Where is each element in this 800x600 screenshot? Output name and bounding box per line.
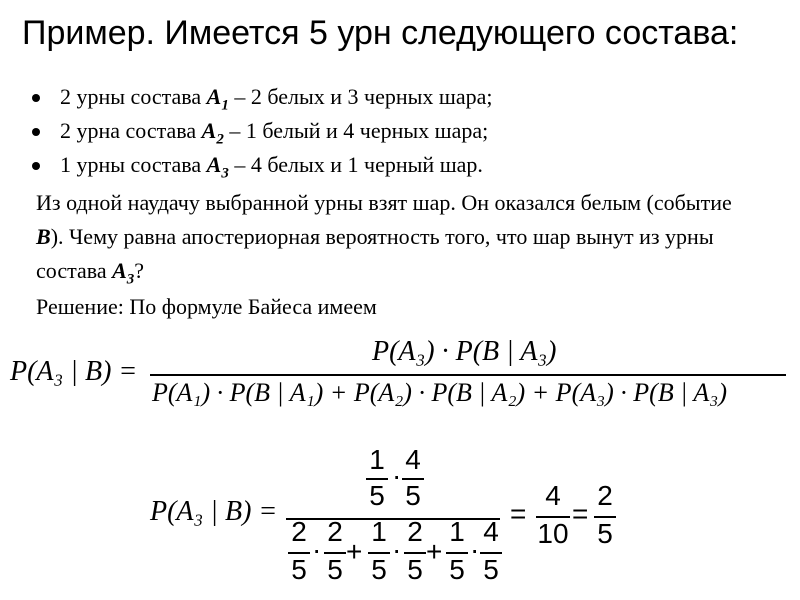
frac-num: 2 xyxy=(291,516,307,547)
frac-num: 2 xyxy=(407,516,423,547)
plus-op: + xyxy=(426,536,443,567)
urn-list xyxy=(30,80,493,182)
frac-num: 4 xyxy=(405,444,421,475)
solution-intro: Решение: По формуле Байеса имеем xyxy=(36,294,377,319)
frac-den: 5 xyxy=(407,554,423,585)
frac-den: 5 xyxy=(597,518,613,549)
frac-den: 5 xyxy=(449,554,465,585)
formula1-denominator: P(A₁) · P(B | A₁) + P(A₂) · P(B | A₂) + P(A₃) · P(B | A₃) xyxy=(152,378,727,407)
plus-op: + xyxy=(346,536,363,567)
equals-op: = xyxy=(572,498,589,529)
frac-den: 5 xyxy=(483,554,499,585)
frac-num: 1 xyxy=(371,516,387,547)
list-item: 1 урны состава $A_3 - 4$ белых и 1 черный шар. xyxy=(30,148,493,182)
formula1-fraction-bar xyxy=(150,374,786,376)
list-item: 2 урны состава $A_1 - 2$ белых и 3 черных шара; xyxy=(30,80,493,114)
list-item: 2 урна состава $A_2 - 1$ белый и 4 черных шара; xyxy=(30,114,493,148)
frac-den: 5 xyxy=(405,480,421,511)
frac-den: 5 xyxy=(369,480,385,511)
dot-op: · xyxy=(392,460,402,491)
frac-den: 5 xyxy=(327,554,343,585)
formula1-numerator: P(A₃) · P(B | A₃) xyxy=(372,336,557,367)
slide-title: Пример. Имеется 5 урн следующего состава: xyxy=(22,14,739,52)
frac-num: 2 xyxy=(327,516,343,547)
frac-num: 4 xyxy=(545,480,561,511)
formula1-lhs: P(A₃ | B) = xyxy=(10,356,138,387)
equals-op: = xyxy=(510,498,527,529)
frac-num: 1 xyxy=(369,444,385,475)
formula2-lhs: P(A₃ | B) = xyxy=(150,496,278,527)
frac-den: 10 xyxy=(537,518,569,549)
frac-den: 5 xyxy=(291,554,307,585)
frac-den: 5 xyxy=(371,554,387,585)
frac-num: 4 xyxy=(483,516,499,547)
frac-num: 2 xyxy=(597,480,613,511)
dot-op: · xyxy=(392,534,402,565)
problem-paragraph: Из одной наудачу выбранной урны взят шар. Он оказался белым (событие B). Чему равна апостериорная вероятность того, что шар вынут из урны состава $A_3$? xyxy=(36,190,732,288)
frac-num: 1 xyxy=(449,516,465,547)
dot-op: · xyxy=(312,534,322,565)
dot-op: · xyxy=(470,534,480,565)
